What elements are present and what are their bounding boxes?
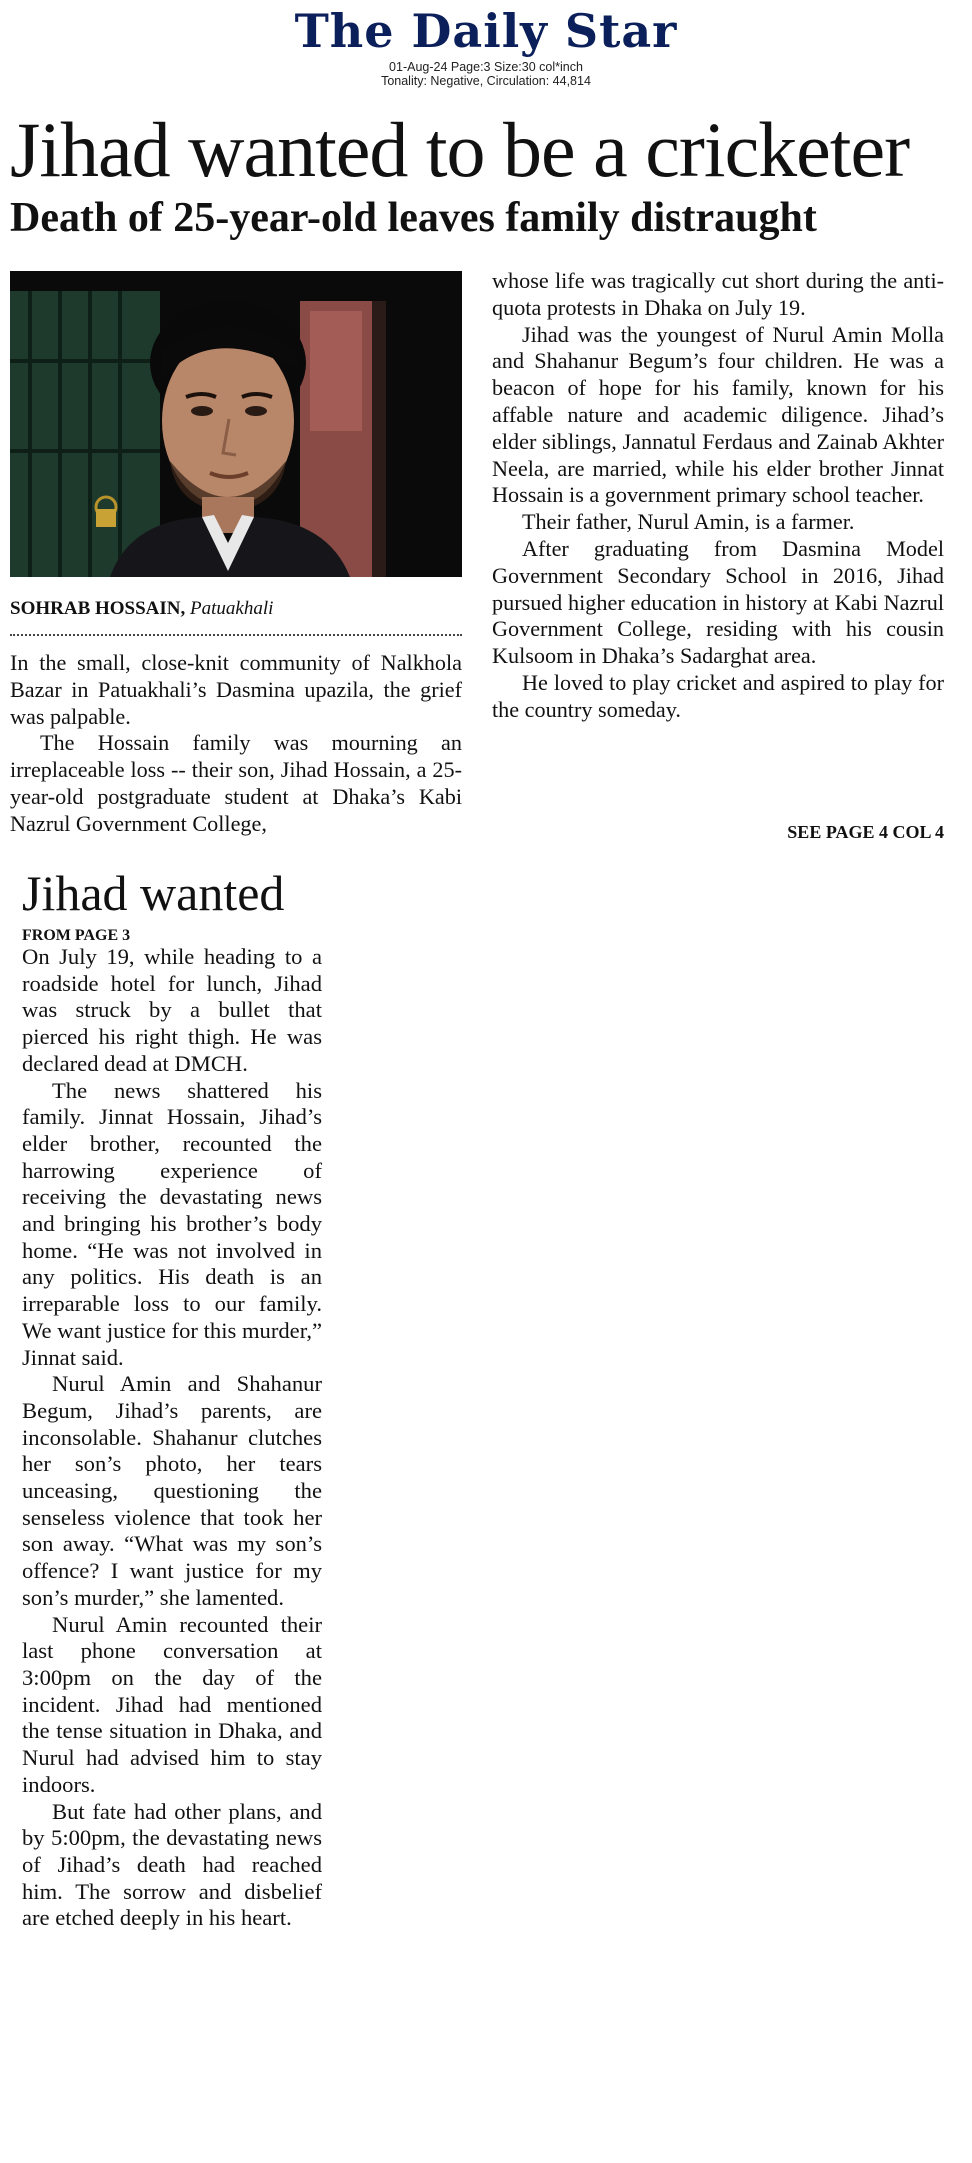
article-headline: Jihad wanted to be a cricketer: [10, 106, 910, 193]
jump-paragraph: The news shattered his family. Jinnat Hossain, Jihad’s elder brother, recounted the harrowing experience of receiving the devastating news and bringing his brother’s body home. “He was not involved in any politics. His death is an irreparable loss to our family. We want justice for this murder,” Jinnat said.: [22, 1077, 322, 1370]
jump-paragraph: Nurul Amin and Shahanur Begum, Jihad’s parents, are inconsolable. Shahanur clutches her son’s photo, her tears unceasing, questioning the senseless violence that took her son away. “What was my son’s offence? I want justice for my son’s murder,” she lamented.: [22, 1371, 322, 1610]
article-column-right: [492, 268, 944, 724]
article-paragraph: Their father, Nurul Amin, is a farmer.: [522, 509, 855, 535]
clipping-meta-date-size: 01-Aug-24 Page:3 Size:30 col*inch: [389, 60, 583, 74]
clipping-meta-tonality: Tonality: Negative, Circulation: 44,814: [381, 74, 591, 88]
article-subheadline: Death of 25-year-old leaves family distraught: [10, 195, 817, 241]
byline-divider: [10, 634, 462, 636]
article-column-left: [10, 650, 462, 838]
article-paragraph: In the small, close-knit community of Nalkhola Bazar in Patuakhali’s Dasmina upazila, the grief was palpable.: [10, 650, 462, 729]
jump-headline: Jihad wanted: [22, 865, 285, 921]
newspaper-logo: The Daily Star: [294, 4, 678, 58]
jump-paragraph: Nurul Amin recounted their last phone conversation at 3:00pm on the day of the incident. Jihad had mentioned the tense situation in Dhaka, and Nurul had advised him to stay indoors.: [22, 1611, 322, 1797]
portrait-photo: [10, 271, 462, 577]
jump-from-page: FROM PAGE 3: [22, 927, 131, 944]
byline-location: Patuakhali: [190, 598, 274, 619]
article-paragraph: He loved to play cricket and aspired to play for the country someday.: [492, 669, 944, 722]
article-paragraph: Jihad was the youngest of Nurul Amin Molla and Shahanur Begum’s four children. He was a beacon of hope for his family, known for his affable nature and academic diligence. Jihad’s elder siblings, Jannatul Ferdaus and Zainab Akhter Neela, are married, while his elder brother Jinnat Hossain is a government primary school teacher.: [492, 321, 944, 508]
byline: [10, 597, 462, 621]
continuation-reference: SEE PAGE 4 COL 4: [787, 822, 944, 842]
article-paragraph: After graduating from Dasmina Model Government Secondary School in 2016, Jihad pursued higher education in history at Kabi Nazrul Government College, residing with his cousin Kulsoom in Dhaka’s Sadarghat area.: [492, 535, 944, 669]
jump-column: [22, 944, 322, 1932]
article-paragraph: The Hossain family was mourning an irreplaceable loss -- their son, Jihad Hossain, a 25-year-old postgraduate student at Dhaka’s Kabi Nazrul Government College,: [10, 730, 462, 836]
masthead: [0, 0, 972, 88]
article-paragraph: whose life was tragically cut short during the anti-quota protests in Dhaka on July 19.: [492, 268, 944, 320]
jump-paragraph: On July 19, while heading to a roadside hotel for lunch, Jihad was struck by a bullet that pierced his right thigh. He was declared dead at DMCH.: [22, 944, 322, 1076]
byline-author: SOHRAB HOSSAIN,: [10, 598, 186, 619]
jump-paragraph: But fate had other plans, and by 5:00pm, the devastating news of Jihad’s death had reached him. The sorrow and disbelief are etched deeply in his heart.: [22, 1798, 322, 1931]
